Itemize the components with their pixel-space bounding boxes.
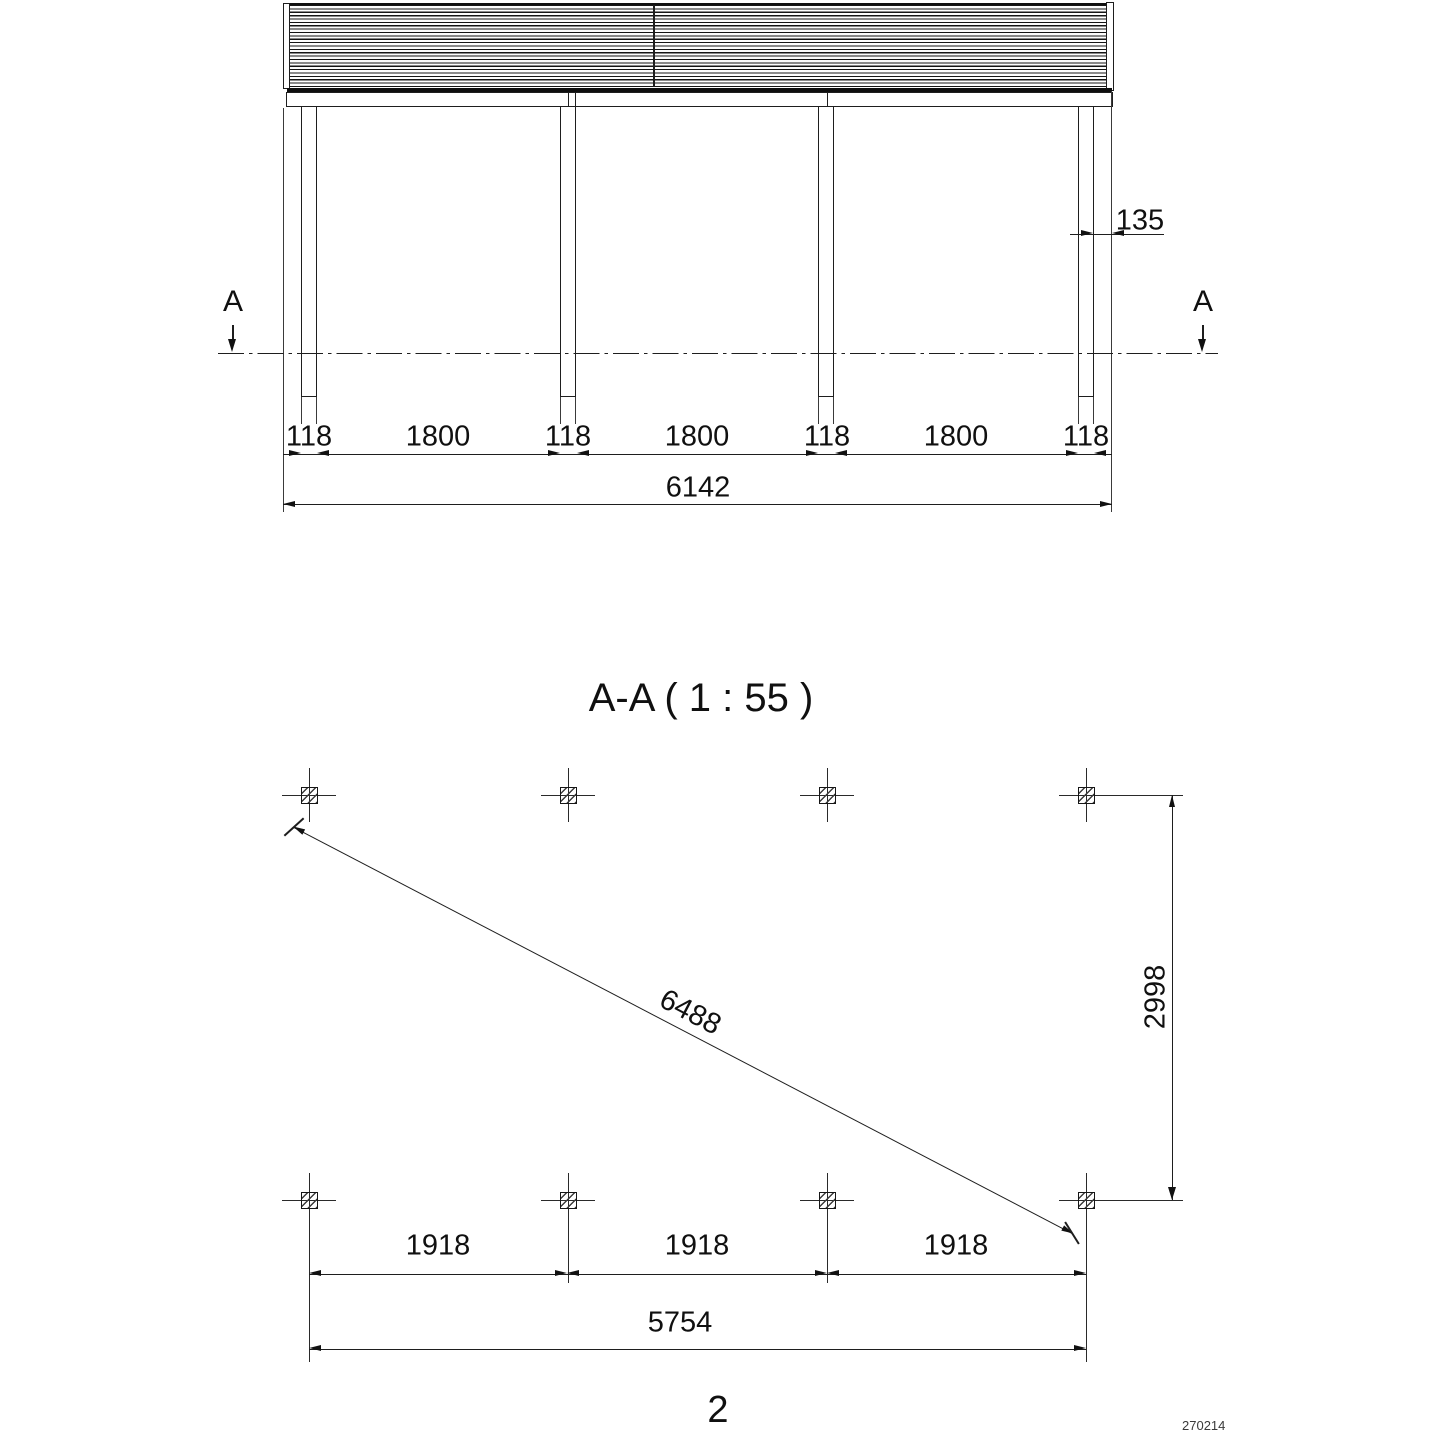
post-section-top-3 — [819, 787, 836, 804]
roof-left-cap — [283, 3, 290, 89]
dim-arrow-icon — [1081, 230, 1093, 236]
right-extension-line — [1111, 91, 1112, 512]
section-marker-a-left: A — [222, 285, 244, 318]
dim-text-post-width-4: 118 — [1062, 420, 1110, 453]
dim-arrow-icon — [567, 1270, 579, 1276]
dim-arrow-icon — [827, 1270, 839, 1276]
post-section-bottom-3 — [819, 1192, 836, 1209]
dim-line-chain — [283, 454, 1112, 455]
dim-arrow-icon — [1100, 501, 1112, 507]
beam — [286, 92, 1113, 107]
crosshair-v-extension — [568, 1173, 569, 1283]
dim-text-overall-elevation: 6142 — [665, 471, 731, 504]
roof-panel-joint-line — [653, 5, 655, 87]
dim-diagonal-group — [294, 827, 1072, 1233]
post-section-top-4 — [1078, 787, 1095, 804]
dim-text-overall-plan: 5754 — [647, 1306, 713, 1339]
roof-right-cap — [1106, 2, 1114, 91]
section-arrow-left-stem — [232, 325, 234, 339]
roof-slats — [289, 3, 1107, 88]
document-number: 270214 — [1182, 1418, 1226, 1433]
dim-arrow-icon — [1074, 1270, 1086, 1276]
post-section-bottom-2 — [560, 1192, 577, 1209]
beam-joint-line — [568, 92, 569, 107]
section-view-title: A-A ( 1 : 55 ) — [588, 676, 814, 720]
post-section-bottom-1 — [301, 1192, 318, 1209]
dim-arrow-icon — [555, 1270, 567, 1276]
dim-line-diagonal — [293, 827, 1072, 1234]
dim-arrow-icon — [1168, 1187, 1176, 1200]
dim-text-post-width-1: 118 — [285, 420, 333, 453]
dim-arrow-icon — [283, 501, 295, 507]
dim-text-bay-1: 1800 — [405, 420, 471, 453]
dim-arrow-icon — [309, 1345, 321, 1351]
left-extension-line — [283, 108, 284, 512]
dim-line-plan-chain — [309, 1274, 1086, 1275]
post-section-top-2 — [560, 787, 577, 804]
section-arrow-left-icon — [228, 339, 236, 352]
dim-line-overall-plan — [309, 1349, 1086, 1350]
section-marker-a-right: A — [1192, 285, 1214, 318]
post-section-bottom-4 — [1078, 1192, 1095, 1209]
dim-arrow-icon — [815, 1270, 827, 1276]
dim-arrow-icon — [309, 1270, 321, 1276]
dim-line-overall-elevation — [283, 504, 1112, 505]
dim-line-depth — [1172, 795, 1173, 1200]
crosshair-v-extension — [827, 1173, 828, 1283]
dim-text-plan-bay-1: 1918 — [405, 1229, 471, 1262]
dim-arrow-icon — [1074, 1345, 1086, 1351]
section-centerline — [218, 353, 1218, 354]
dim-text-overhang: 135 — [1115, 204, 1165, 237]
dim-text-bay-2: 1800 — [664, 420, 730, 453]
beam-joint-line — [827, 92, 828, 107]
dim-text-diagonal: 6488 — [654, 983, 727, 1042]
dim-text-plan-bay-2: 1918 — [664, 1229, 730, 1262]
post-section-top-1 — [301, 787, 318, 804]
dim-text-plan-bay-3: 1918 — [923, 1229, 989, 1262]
dim-text-post-width-2: 118 — [544, 420, 592, 453]
section-arrow-right-icon — [1198, 339, 1206, 352]
page-number: 2 — [707, 1389, 729, 1431]
section-arrow-right-stem — [1202, 325, 1204, 339]
dim-arrow-icon — [1169, 795, 1175, 807]
beam-joint-line — [575, 92, 576, 107]
dim-text-post-width-3: 118 — [803, 420, 851, 453]
dim-text-bay-3: 1800 — [923, 420, 989, 453]
dim-text-depth: 2998 — [1139, 964, 1172, 1030]
